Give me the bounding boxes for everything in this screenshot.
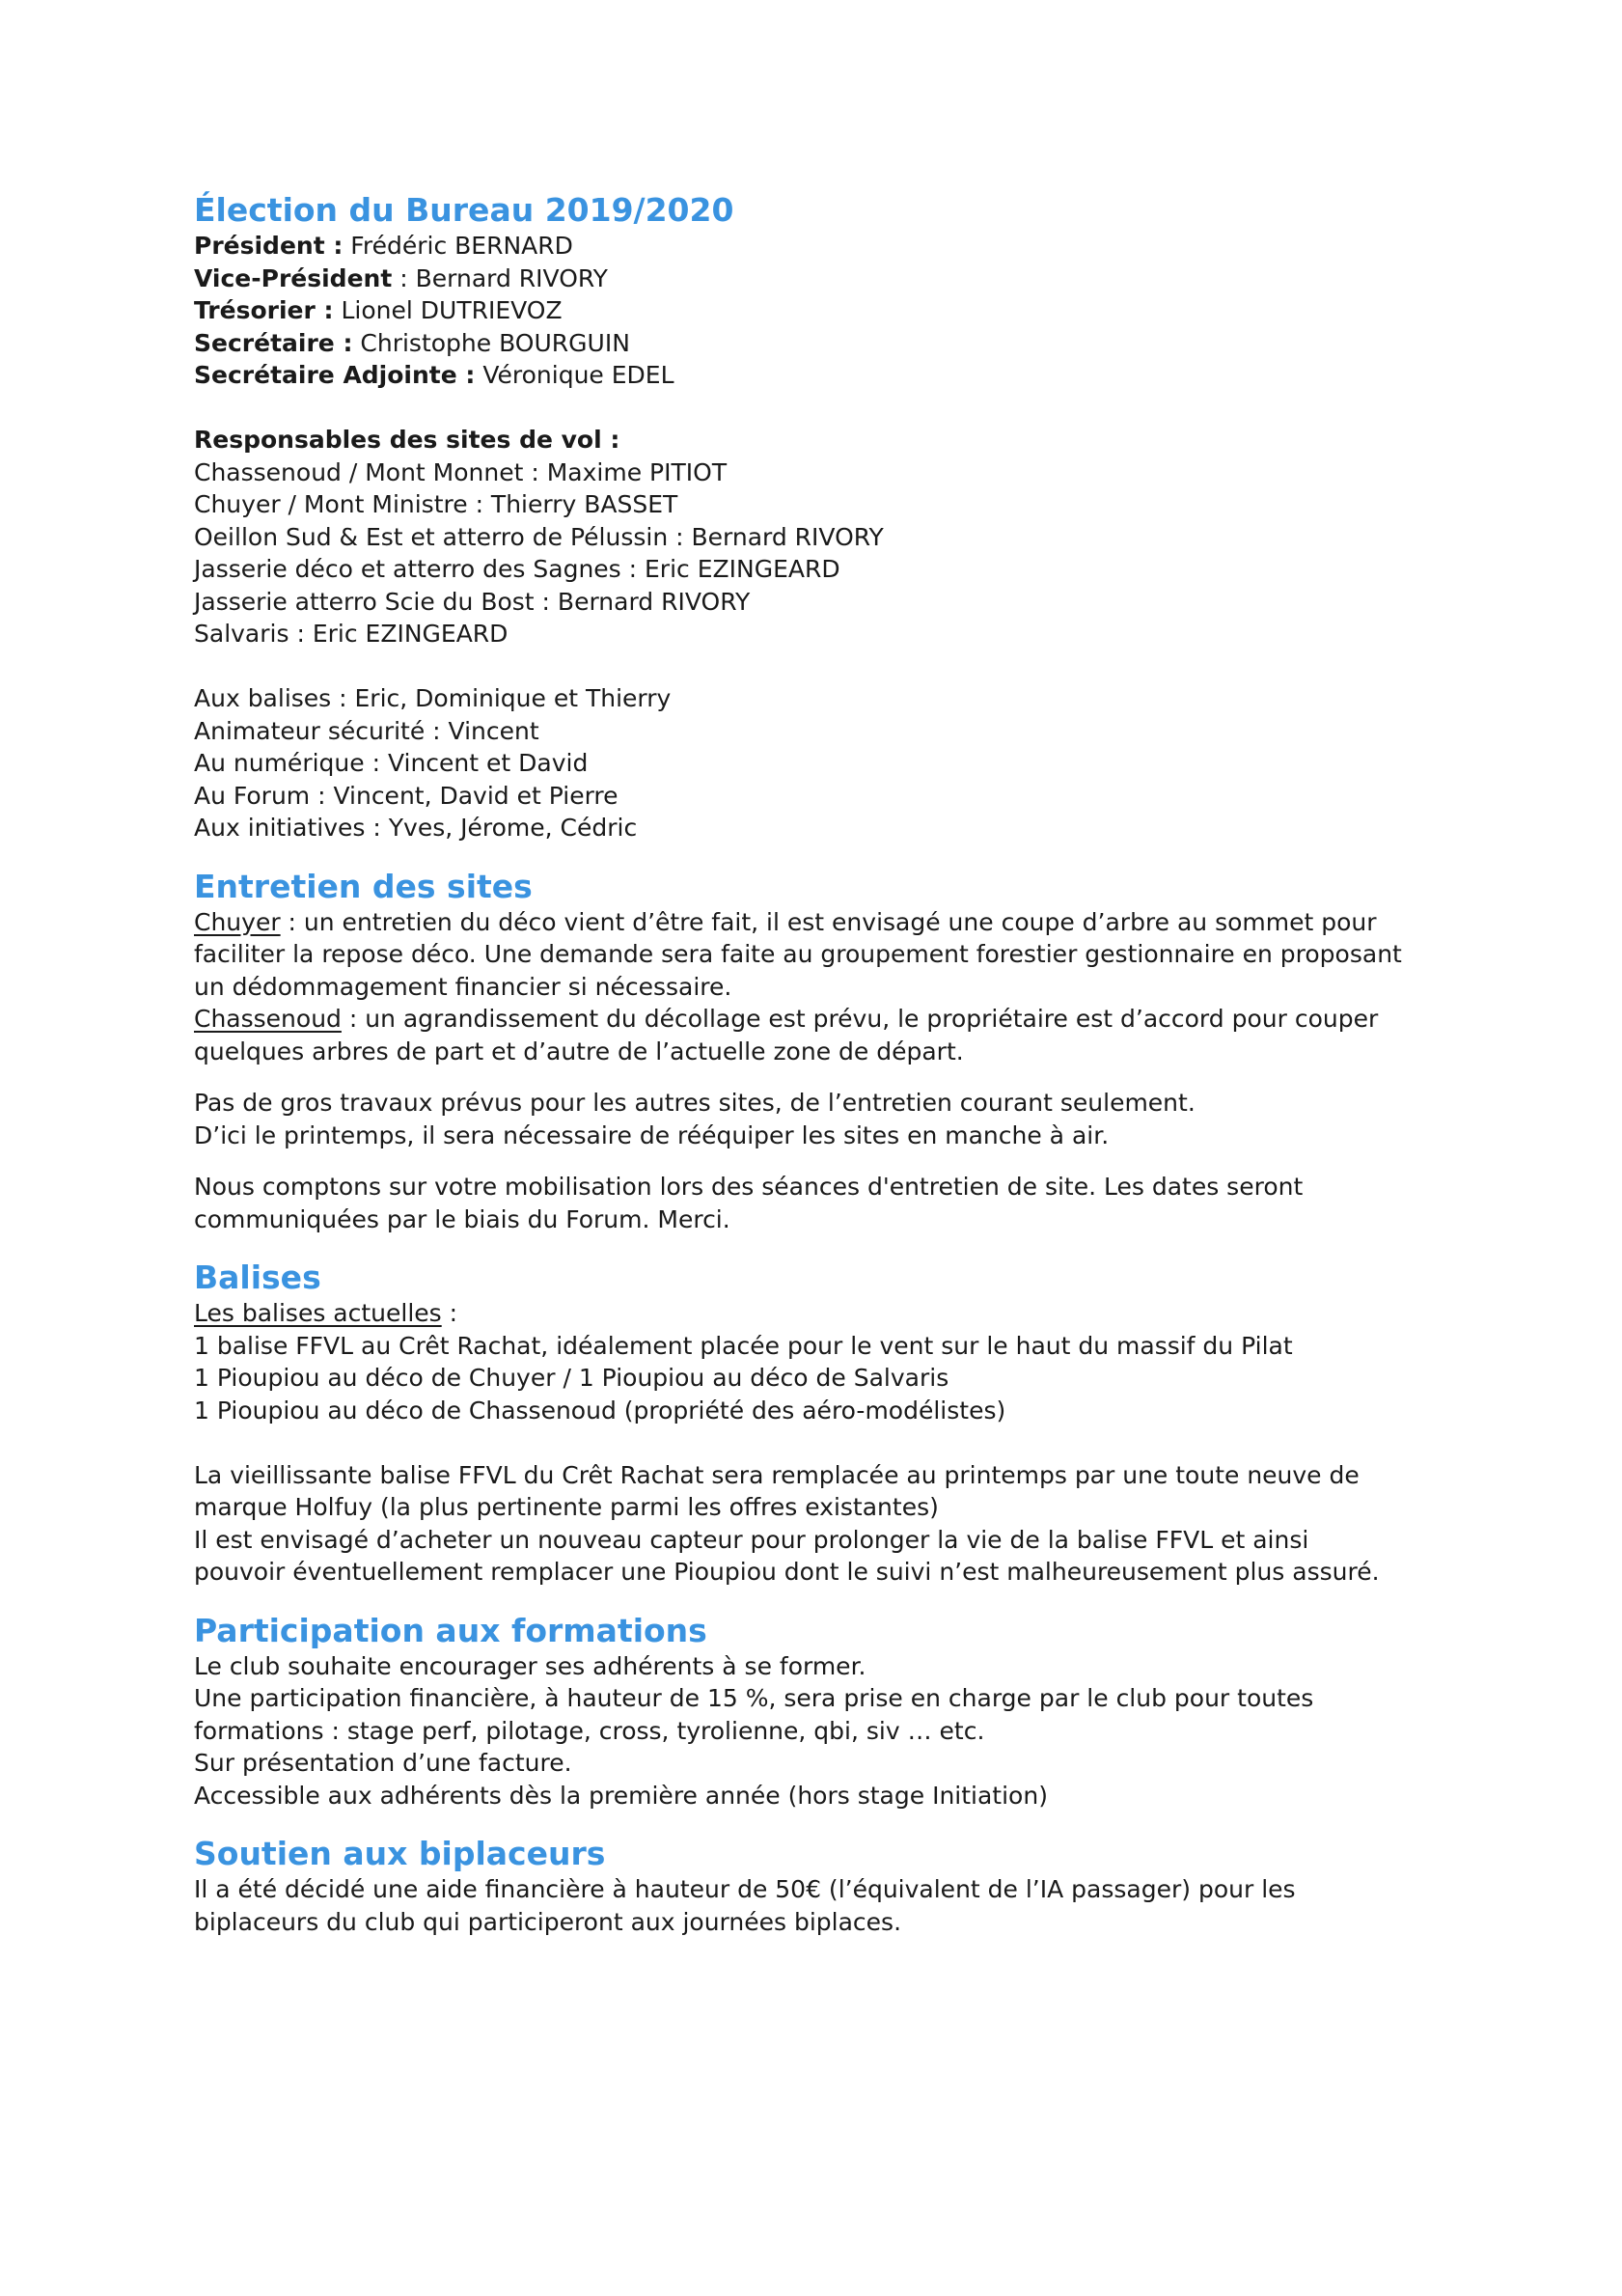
balises-text-line: marque Holfuy (la plus pertinente parmi les offres existantes) xyxy=(194,1493,939,1521)
section-sites-vol xyxy=(194,424,1448,650)
list-item: Jasserie déco et atterro des Sagnes : Eric EZINGEARD xyxy=(194,555,840,583)
balises-text-line: La vieillissante balise FFVL du Crêt Rachat sera remplacée au printemps par une toute neuve de xyxy=(194,1460,1360,1489)
bureau-label: Vice-Président xyxy=(194,263,393,292)
formations-text-line: formations : stage perf, pilotage, cross, tyrolienne, qbi, siv … etc. xyxy=(194,1716,985,1745)
bureau-value: Lionel DUTRIEVOZ xyxy=(333,296,563,324)
bureau-value: Frédéric BERNARD xyxy=(343,232,573,260)
list-item: 1 balise FFVL au Crêt Rachat, idéalement placée pour le vent sur le haut du massif du Pilat xyxy=(194,1331,1293,1360)
entretien-text-line: un dédommagement financier si nécessaire. xyxy=(194,972,732,1001)
biplaceurs-title: Soutien aux biplaceurs xyxy=(194,1835,606,1872)
formations-text-line: Une participation financière, à hauteur de 15 %, sera prise en charge par le club pour toutes xyxy=(194,1684,1314,1712)
bureau-label: Secrétaire : xyxy=(194,328,353,357)
list-item: Aux balises : Eric, Dominique et Thierry xyxy=(194,684,672,712)
bureau-value: Véronique EDEL xyxy=(475,361,674,389)
bureau-label: Président : xyxy=(194,232,344,260)
bureau-row-president xyxy=(194,230,1448,263)
list-item: Chuyer / Mont Ministre : Thierry BASSET xyxy=(194,490,678,518)
bureau-row-tresorier xyxy=(194,294,1448,327)
entretien-text-line: Pas de gros travaux prévus pour les autres sites, de l’entretien courant seulement. xyxy=(194,1089,1196,1117)
section-biplaceurs xyxy=(194,1835,1448,1938)
bureau-title: Élection du Bureau 2019/2020 xyxy=(194,191,734,229)
entretien-text-line: communiquées par le biais du Forum. Merci. xyxy=(194,1204,730,1233)
section-roles xyxy=(194,682,1448,844)
list-item: 1 Pioupiou au déco de Chassenoud (propriété des aéro-modélistes) xyxy=(194,1396,1006,1425)
chuyer-label: Chuyer xyxy=(194,907,281,936)
balises-current-heading xyxy=(194,1297,1448,1330)
biplaceurs-text-line: Il a été décidé une aide financière à hauteur de 50€ (l’équivalent de l’IA passager) pour les xyxy=(194,1875,1296,1903)
bureau-value: Christophe BOURGUIN xyxy=(352,328,630,357)
balises-current-suffix: : xyxy=(441,1299,458,1327)
entretien-text-line: Nous comptons sur votre mobilisation lors des séances d'entretien de site. Les dates seront xyxy=(194,1173,1304,1201)
balises-text-line: Il est envisagé d’acheter un nouveau capteur pour prolonger la vie de la balise FFVL et ainsi xyxy=(194,1525,1309,1554)
balises-text-line: pouvoir éventuellement remplacer une Pioupiou dont le suivi n’est malheureusement plus assuré. xyxy=(194,1558,1380,1586)
entretien-chassenoud-line xyxy=(194,1003,1448,1036)
section-bureau xyxy=(194,191,1448,392)
balises-title: Balises xyxy=(194,1259,321,1296)
list-item: Au Forum : Vincent, David et Pierre xyxy=(194,781,619,810)
formations-text-line: Le club souhaite encourager ses adhérents à se former. xyxy=(194,1651,866,1680)
section-balises xyxy=(194,1259,1448,1589)
formations-text-line: Accessible aux adhérents dès la première année (hors stage Initiation) xyxy=(194,1781,1048,1810)
list-item: Animateur sécurité : Vincent xyxy=(194,716,539,745)
list-item: Chassenoud / Mont Monnet : Maxime PITIOT xyxy=(194,457,728,486)
entretien-text-line: quelques arbres de part et d’autre de l’actuelle zone de départ. xyxy=(194,1037,964,1065)
balises-current-label: Les balises actuelles xyxy=(194,1299,442,1327)
list-item: Au numérique : Vincent et David xyxy=(194,749,589,777)
entretien-text-line: faciliter la repose déco. Une demande sera faite au groupement forestier gestionnaire en proposant xyxy=(194,940,1402,968)
chuyer-text: : un entretien du déco vient d’être fait, il est envisagé une coupe d’arbre au sommet pour xyxy=(280,907,1377,936)
entretien-chuyer-line xyxy=(194,906,1448,939)
entretien-title: Entretien des sites xyxy=(194,867,533,905)
chassenoud-label: Chassenoud xyxy=(194,1005,342,1033)
section-formations xyxy=(194,1612,1448,1812)
sites-vol-heading: Responsables des sites de vol : xyxy=(194,426,620,454)
biplaceurs-text-line: biplaceurs du club qui participeront aux journées biplaces. xyxy=(194,1907,902,1936)
bureau-value: : Bernard RIVORY xyxy=(392,263,608,292)
entretien-text-line: D’ici le printemps, il sera nécessaire de rééquiper les sites en manche à air. xyxy=(194,1120,1110,1149)
list-item: 1 Pioupiou au déco de Chuyer / 1 Pioupiou au déco de Salvaris xyxy=(194,1364,949,1392)
chassenoud-text: : un agrandissement du décollage est prévu, le propriétaire est d’accord pour couper xyxy=(341,1005,1379,1033)
bureau-label: Secrétaire Adjointe : xyxy=(194,361,476,389)
bureau-row-vice-president xyxy=(194,263,1448,295)
list-item: Salvaris : Eric EZINGEARD xyxy=(194,620,509,648)
bureau-row-secretaire-adjointe xyxy=(194,359,1448,392)
formations-text-line: Sur présentation d’une facture. xyxy=(194,1749,572,1777)
list-item: Aux initiatives : Yves, Jérome, Cédric xyxy=(194,814,638,842)
section-entretien xyxy=(194,868,1448,1236)
list-item: Jasserie atterro Scie du Bost : Bernard RIVORY xyxy=(194,587,751,616)
document-page xyxy=(194,191,1448,1938)
bureau-label: Trésorier : xyxy=(194,296,334,324)
bureau-row-secretaire xyxy=(194,327,1448,360)
formations-title: Participation aux formations xyxy=(194,1611,707,1649)
list-item: Oeillon Sud & Est et atterro de Pélussin : Bernard RIVORY xyxy=(194,522,884,551)
